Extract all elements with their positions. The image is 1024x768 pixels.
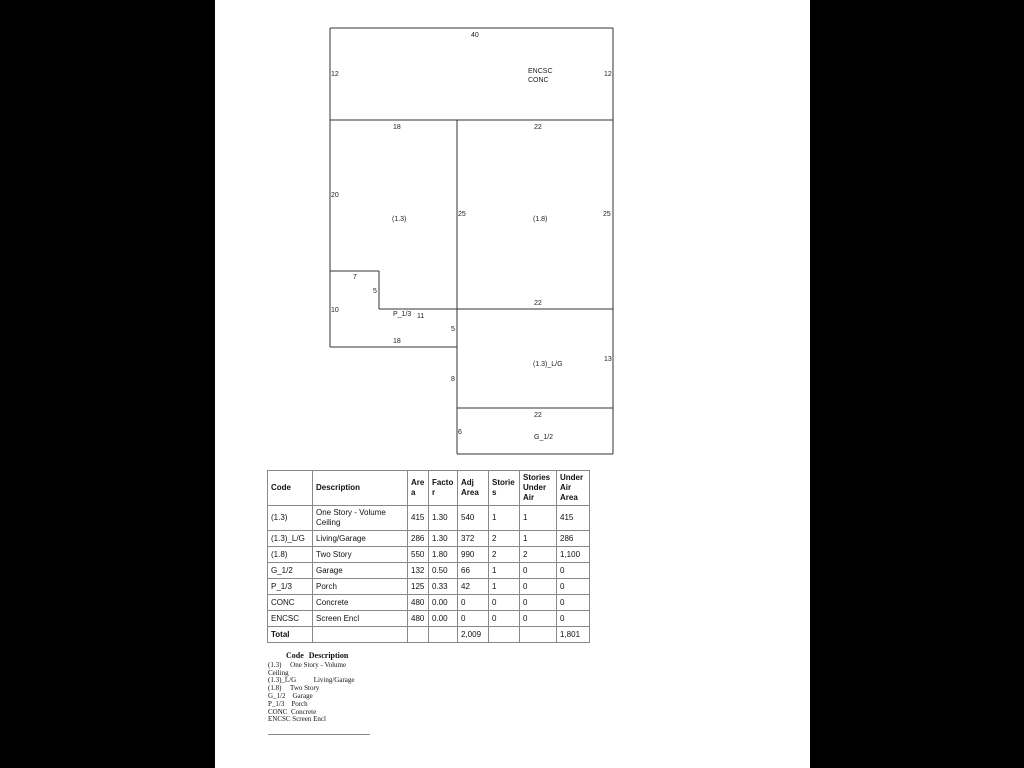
table-cell: 0.00 <box>429 595 458 611</box>
table-cell: 990 <box>458 547 489 563</box>
table-row <box>268 611 590 627</box>
legend-line: (1.3)_L/G Living/Garage <box>268 676 355 685</box>
table-cell: One Story - Volume Ceiling <box>313 506 408 531</box>
table-cell: 0 <box>489 611 520 627</box>
table-cell: 1,100 <box>557 547 590 563</box>
dimension-label: 40 <box>471 32 479 39</box>
table-cell <box>489 627 520 643</box>
col-header-factor: Facto r <box>429 471 458 506</box>
table-cell: CONC <box>268 595 313 611</box>
table-row <box>268 531 590 547</box>
code-legend <box>268 652 370 735</box>
table-cell: 0 <box>458 595 489 611</box>
table-cell: 66 <box>458 563 489 579</box>
table-cell: 550 <box>408 547 429 563</box>
table-cell: 0.00 <box>429 611 458 627</box>
table-header-row <box>268 471 590 506</box>
table-cell <box>429 627 458 643</box>
dimension-label: 18 <box>393 124 401 131</box>
dimension-label: 25 <box>458 211 466 218</box>
area-label-1-3: (1.3) <box>392 216 407 223</box>
table-cell: 0 <box>557 563 590 579</box>
table-cell: 1 <box>520 531 557 547</box>
table-cell: 0.33 <box>429 579 458 595</box>
table-cell: 0 <box>557 611 590 627</box>
dimension-label: 10 <box>331 307 339 314</box>
table-row <box>268 563 590 579</box>
table-cell: 2 <box>489 531 520 547</box>
table-cell: (1.8) <box>268 547 313 563</box>
dimension-label: 6 <box>458 429 462 436</box>
dimension-label: 12 <box>331 71 339 78</box>
col-header-area: Are a <box>408 471 429 506</box>
legend-line: (1.8) Two Story <box>268 684 320 693</box>
dimension-label: 5 <box>451 326 455 333</box>
col-header-under-air-area: Under Air Area <box>557 471 590 506</box>
table-row <box>268 547 590 563</box>
dimension-label: 22 <box>534 124 542 131</box>
dimension-label: 12 <box>604 71 612 78</box>
dimension-label: 11 <box>417 313 425 320</box>
table-cell: 2,009 <box>458 627 489 643</box>
dimension-label: 20 <box>331 192 339 199</box>
dimension-label: 7 <box>353 274 357 281</box>
table-cell: 125 <box>408 579 429 595</box>
table-cell: 0 <box>489 595 520 611</box>
table-cell: P_1/3 <box>268 579 313 595</box>
legend-title-code: Code <box>286 651 304 660</box>
table-cell: 1,801 <box>557 627 590 643</box>
legend-line: (1.3) One Story - Volume <box>268 660 347 669</box>
table-cell: 132 <box>408 563 429 579</box>
table-cell: Two Story <box>313 547 408 563</box>
legend-title <box>268 652 370 660</box>
dimension-label: 13 <box>604 356 612 363</box>
table-cell: 1 <box>489 579 520 595</box>
table-cell: 286 <box>557 531 590 547</box>
legend-title-description: Description <box>308 651 349 660</box>
table-total-row <box>268 627 590 643</box>
table-cell: 0 <box>520 563 557 579</box>
table-cell: Screen Encl <box>313 611 408 627</box>
legend-line: G_1/2 Garage <box>268 691 313 700</box>
table-cell: 0 <box>557 579 590 595</box>
table-cell: 2 <box>489 547 520 563</box>
table-cell: 1.30 <box>429 506 458 531</box>
legend-line: CONC Concrete <box>268 707 317 716</box>
floor-plan-sketch <box>215 0 810 465</box>
table-cell: Total <box>268 627 313 643</box>
table-row <box>268 579 590 595</box>
area-label-p-1-3: P_1/3 <box>393 311 412 318</box>
area-calculation-table <box>267 470 590 643</box>
table-cell: 540 <box>458 506 489 531</box>
table-cell: 42 <box>458 579 489 595</box>
area-label-1-3-lg: (1.3)_L/G <box>533 361 563 368</box>
area-label-encsc: ENCSC <box>528 68 553 75</box>
table-cell: 0 <box>557 595 590 611</box>
table-cell: 1 <box>520 506 557 531</box>
table-cell: 0 <box>520 579 557 595</box>
dimension-label: 25 <box>603 211 611 218</box>
table-cell: 0 <box>520 611 557 627</box>
dimension-label: 22 <box>534 300 542 307</box>
table-cell: 1 <box>489 506 520 531</box>
table-row <box>268 506 590 531</box>
table-cell: 480 <box>408 611 429 627</box>
dimension-label: 8 <box>451 376 455 383</box>
col-header-stories-under-air: Stories Under Air <box>520 471 557 506</box>
col-header-adj-area: Adj Area <box>458 471 489 506</box>
table-cell: 415 <box>408 506 429 531</box>
area-label-conc: CONC <box>528 77 549 84</box>
dimension-label: 18 <box>393 338 401 345</box>
table-cell: 0 <box>520 595 557 611</box>
table-cell: ENCSC <box>268 611 313 627</box>
document-page <box>215 0 810 768</box>
table-cell: (1.3)_L/G <box>268 531 313 547</box>
dimension-label: 22 <box>534 412 542 419</box>
table-cell: G_1/2 <box>268 563 313 579</box>
dimension-label: 5 <box>373 288 377 295</box>
table-row <box>268 595 590 611</box>
area-label-1-8: (1.8) <box>533 216 548 223</box>
table-cell: 286 <box>408 531 429 547</box>
legend-line: P_1/3 Porch <box>268 699 308 708</box>
table-cell: 372 <box>458 531 489 547</box>
legend-line: ENCSC Screen Encl <box>268 715 326 724</box>
table-cell: 2 <box>520 547 557 563</box>
table-cell: 0.50 <box>429 563 458 579</box>
table-cell <box>520 627 557 643</box>
table-cell: Garage <box>313 563 408 579</box>
table-cell: 1.30 <box>429 531 458 547</box>
table-cell: 1 <box>489 563 520 579</box>
table-cell: 415 <box>557 506 590 531</box>
table-cell: 0 <box>458 611 489 627</box>
table-cell <box>408 627 429 643</box>
table-cell: Concrete <box>313 595 408 611</box>
col-header-description: Description <box>313 471 408 506</box>
table-cell: (1.3) <box>268 506 313 531</box>
col-header-code: Code <box>268 471 313 506</box>
table-cell: 1.80 <box>429 547 458 563</box>
table-cell: Porch <box>313 579 408 595</box>
area-label-g-1-2: G_1/2 <box>534 434 554 441</box>
col-header-stories: Storie s <box>489 471 520 506</box>
table-cell: Living/Garage <box>313 531 408 547</box>
table-cell: 480 <box>408 595 429 611</box>
table-cell <box>313 627 408 643</box>
legend-line: Ceiling <box>268 668 289 677</box>
